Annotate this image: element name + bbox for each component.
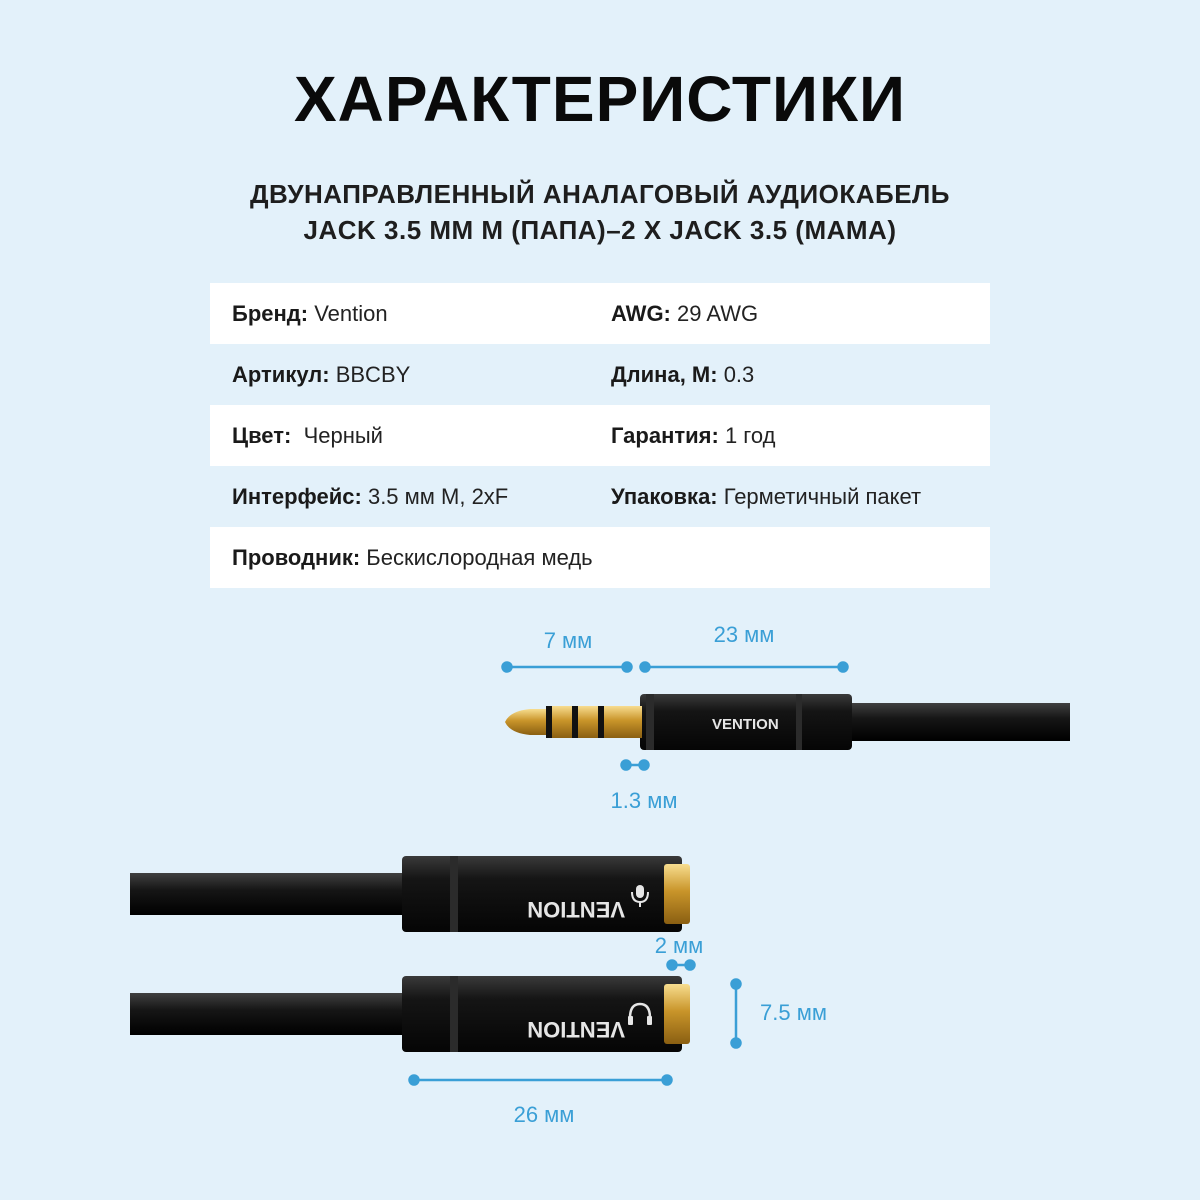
socket-gold-collar <box>664 984 690 1044</box>
spec-key: Проводник: <box>232 544 361 570</box>
spec-key: AWG: <box>611 300 671 326</box>
spec-value: Черный <box>291 422 383 448</box>
plug-brand-mark: VENTION <box>712 716 779 733</box>
spec-value: 0.3 <box>717 361 755 387</box>
spec-key: Бренд: <box>232 300 309 326</box>
spec-key: Гарантия: <box>611 422 719 448</box>
plug-housing-ring <box>646 694 654 750</box>
label-socket-gap: 2 мм <box>654 933 704 958</box>
socket-cable <box>130 993 410 1035</box>
plug-ring-2 <box>578 706 598 738</box>
plug-sleeve <box>604 706 642 738</box>
label-plug-tip: 7 мм <box>543 628 593 653</box>
dimension-plug-housing <box>641 663 848 672</box>
plug-insulator-ring <box>572 706 578 738</box>
socket-cable <box>130 873 410 915</box>
socket-brand-mark: VENTION <box>527 897 625 922</box>
male-plug <box>505 694 1070 750</box>
label-plug-ring: 1.3 мм <box>610 788 678 813</box>
spec-key: Интерфейс: <box>232 483 362 509</box>
female-socket-headphones <box>130 976 690 1052</box>
spec-key: Длина, М: <box>611 361 718 387</box>
plug-housing-ring <box>796 694 802 750</box>
spec-value: Герметичный пакет <box>717 483 922 509</box>
dimension-socket-diameter <box>732 980 741 1048</box>
spec-value: 3.5 мм M, 2xF <box>361 483 509 509</box>
label-plug-housing: 23 мм <box>713 622 775 647</box>
spec-key: Артикул: <box>232 361 330 387</box>
label-socket-diameter: 7.5 мм <box>760 1000 827 1025</box>
plug-tip <box>505 709 546 735</box>
socket-housing-ring <box>450 976 458 1052</box>
dimension-plug-ring <box>622 761 649 770</box>
socket-gold-collar <box>664 864 690 924</box>
spec-value: Бескислородная медь <box>360 544 593 570</box>
plug-ring-1 <box>552 706 572 738</box>
label-socket-length: 26 мм <box>513 1102 575 1127</box>
spec-value: BBCBY <box>329 361 411 387</box>
dimension-plug-tip <box>503 663 632 672</box>
page-title: ХАРАКТЕРИСТИКИ <box>293 63 907 135</box>
plug-cable <box>850 703 1070 741</box>
plug-insulator-ring <box>546 706 552 738</box>
spec-key: Цвет: <box>232 422 292 448</box>
spec-value: 29 AWG <box>670 300 759 326</box>
plug-insulator-ring <box>598 706 604 738</box>
dimension-socket-length <box>410 1076 672 1085</box>
dimension-socket-gap <box>668 961 695 970</box>
spec-value: 1 год <box>718 422 776 448</box>
socket-housing-ring <box>450 856 458 932</box>
subtitle-line-1: ДВУНАПРАВЛЕННЫЙ АНАЛАГОВЫЙ АУДИОКАБЕЛЬ <box>250 179 950 209</box>
socket-brand-mark: VENTION <box>527 1017 625 1042</box>
subtitle-line-2: JACK 3.5 ММ M (ПАПА)–2 X JACK 3.5 (МАМА) <box>303 215 897 245</box>
female-socket-mic <box>130 856 690 932</box>
spec-key: Упаковка: <box>611 483 718 509</box>
spec-value: Vention <box>308 300 388 326</box>
